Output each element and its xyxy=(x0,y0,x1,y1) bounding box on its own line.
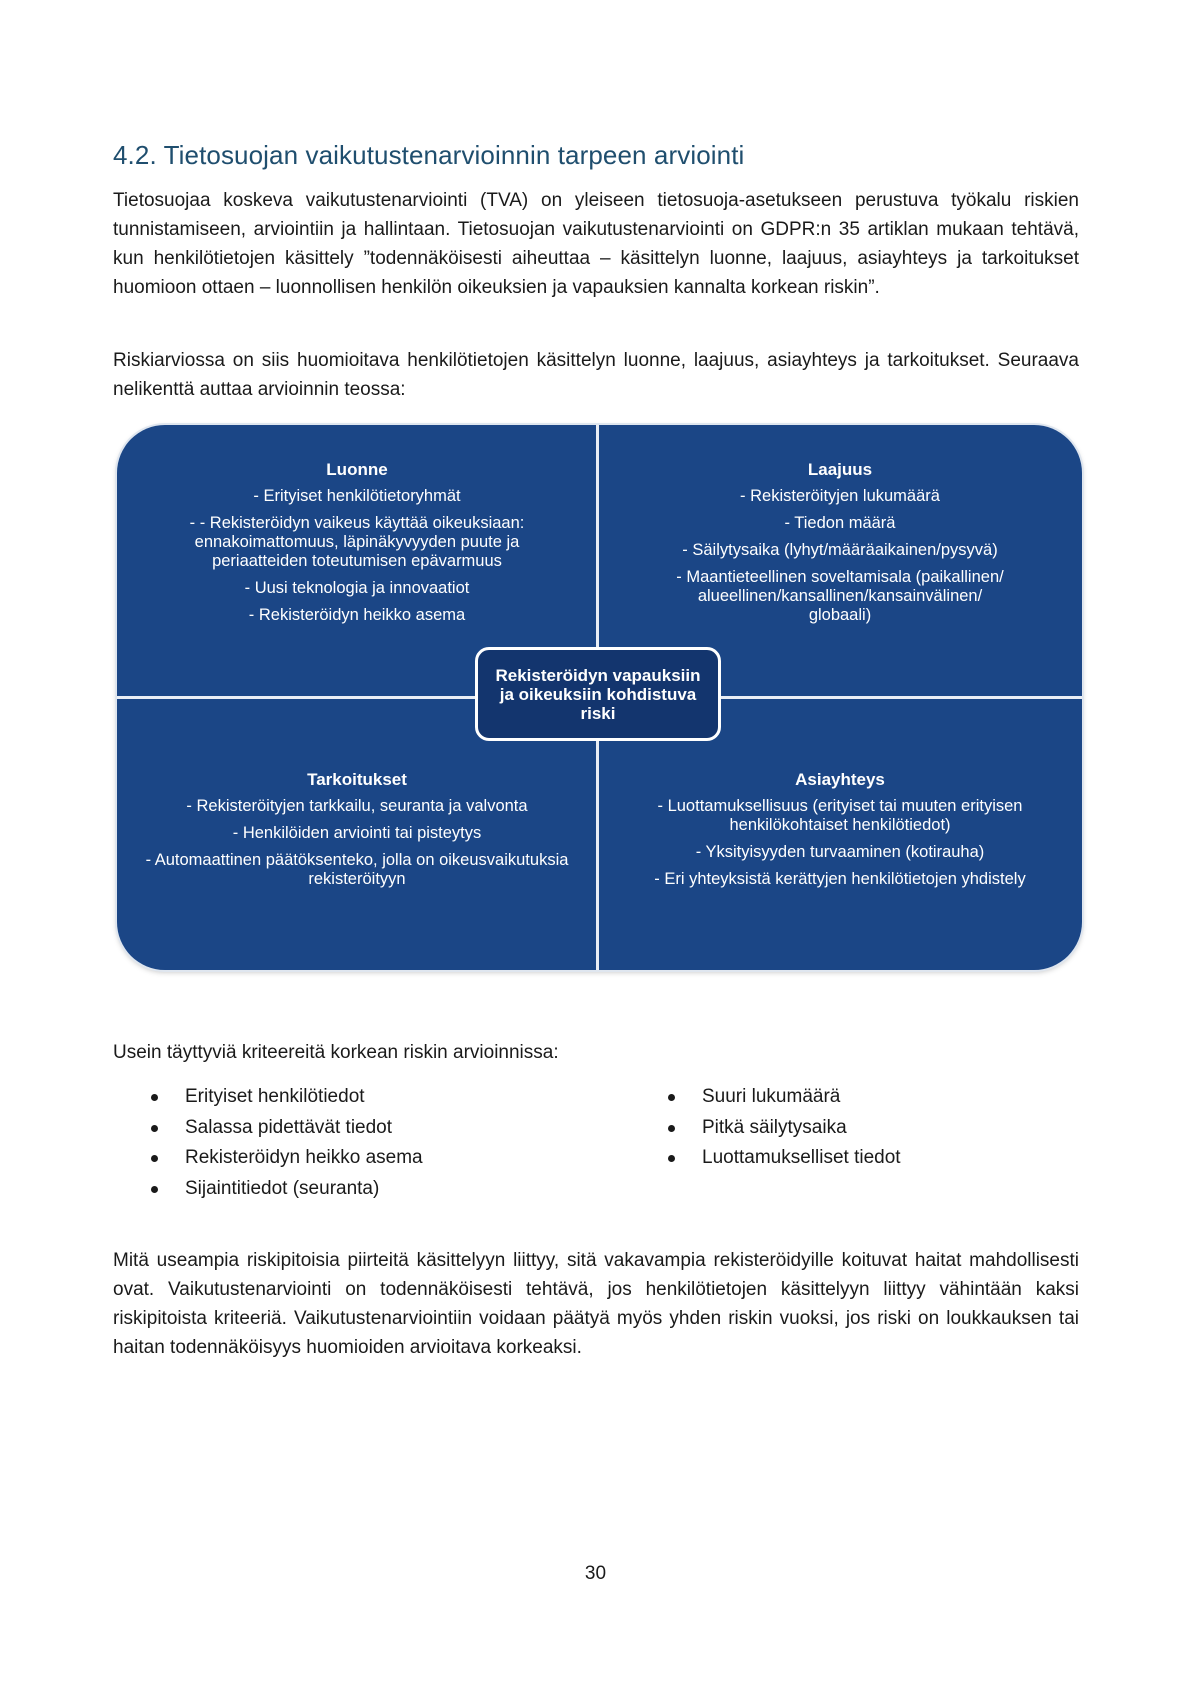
bullet-icon xyxy=(668,1155,675,1162)
list-item: Erityiset henkilötiedot xyxy=(113,1082,613,1113)
closing-paragraph: Mitä useampia riskipitoisia piirteitä käsittelyyn liittyy, sitä vakavampia rekisteröidyille koituvat haitat mahdollisesti ovat. Vaikutustenarviointi on todennäköisesti tehtävä, jos henkilötietojen käsittelyyn liittyy vähintään kaksi riskipitoista kriteeriä. Vaikutustenarviointiin voidaan päätyä myös yhden riskin vuoksi, jos riski on loukkauksen tai haitan todennäköisyys huomioiden arvioitava korkeaksi. xyxy=(113,1250,1079,1358)
bullet-icon xyxy=(151,1155,158,1162)
list-item: Rekisteröidyn heikko asema xyxy=(113,1143,613,1174)
quadrant-item: - Eri yhteyksistä kerättyjen henkilötietojen yhdistely xyxy=(654,870,1026,888)
quadrant-item: - - Rekisteröidyn vaikeus käyttää oikeuksiaan: ennakoimattomuus, läpinäkyvyyden puute ja periaatteiden toteutumisen epävarmuus xyxy=(189,514,525,570)
quadrant-item: - Yksityisyyden turvaaminen (kotirauha) xyxy=(695,843,985,861)
list-item: Luottamukselliset tiedot xyxy=(630,1143,1070,1174)
quadrant-title: Luonne xyxy=(326,460,388,479)
quadrant-laajuus xyxy=(605,460,1075,633)
quadrant-tarkoitukset xyxy=(123,770,591,897)
bullet-icon xyxy=(151,1125,158,1132)
quadrant-item: - Automaattinen päätöksenteko, jolla on oikeusvaikutuksia rekisteröityyn xyxy=(145,851,569,888)
quadrant-item: - Rekisteröityjen lukumäärä xyxy=(740,487,940,505)
quadrant-asiayhteys xyxy=(605,770,1075,897)
list-item: Salassa pidettävät tiedot xyxy=(113,1113,613,1144)
page-number: 30 xyxy=(584,1563,607,1584)
center-risk-box: Rekisteröidyn vapauksiin ja oikeuksiin kohdistuva riski xyxy=(475,647,721,741)
quadrant-title: Laajuus xyxy=(807,460,873,479)
bullet-icon xyxy=(151,1094,158,1101)
criteria-list-left xyxy=(113,1082,613,1204)
criteria-list-right xyxy=(630,1082,1070,1174)
quadrant-luonne xyxy=(123,460,591,633)
section-heading: 4.2. Tietosuojan vaikutustenarvioinnin tarpeen arviointi xyxy=(113,140,745,170)
intro-paragraph: Tietosuojaa koskeva vaikutustenarviointi (TVA) on yleiseen tietosuoja-asetukseen perustuva työkalu riskien tunnistamiseen, arviointiin ja hallintaan. Tietosuojan vaikutustenarviointi on GDPR:n 35 artiklan mukaan tehtävä, kun henkilötietojen käsittely ”todennäköisesti aiheuttaa – käsittelyn luonne, laajuus, asiayhteys ja tarkoitukset huomioon ottaen – luonnollisen henkilön oikeuksien ja vapauksien kannalta korkean riskin”. xyxy=(113,190,1079,298)
quadrant-item: - Säilytysaika (lyhyt/määräaikainen/pysyvä) xyxy=(682,541,998,559)
bullet-icon xyxy=(151,1186,158,1193)
quadrant-item: - Rekisteröidyn heikko asema xyxy=(248,606,466,624)
quadrant-item: - Erityiset henkilötietoryhmät xyxy=(253,487,461,505)
quadrant-title: Tarkoitukset xyxy=(307,770,407,789)
bullet-icon xyxy=(668,1094,675,1101)
quadrant-item: - Tiedon määrä xyxy=(784,514,896,532)
quadrant-item: - Maantieteellinen soveltamisala (paikallinen/ alueellinen/kansallinen/kansainvälinen/ globaali) xyxy=(676,568,1004,624)
list-item: Pitkä säilytysaika xyxy=(630,1113,1070,1144)
risk-assessment-paragraph: Riskiarviossa on siis huomioitava henkilötietojen käsittelyn luonne, laajuus, asiayhteys ja tarkoitukset. Seuraava nelikenttä auttaa arvioinnin teossa: xyxy=(113,350,1079,400)
quadrant-title: Asiayhteys xyxy=(795,770,885,789)
risk-quadrant-diagram xyxy=(117,425,1082,970)
bullet-icon xyxy=(668,1125,675,1132)
list-item: Suuri lukumäärä xyxy=(630,1082,1070,1113)
quadrant-item: - Rekisteröityjen tarkkailu, seuranta ja valvonta xyxy=(186,797,528,815)
quadrant-item: - Henkilöiden arviointi tai pisteytys xyxy=(232,824,482,842)
criteria-intro: Usein täyttyviä kriteereitä korkean riskin arvioinnissa: xyxy=(113,1042,559,1063)
quadrant-item: - Uusi teknologia ja innovaatiot xyxy=(244,579,470,597)
list-item: Sijaintitiedot (seuranta) xyxy=(113,1174,613,1205)
quadrant-item: - Luottamuksellisuus (erityiset tai muuten erityisen henkilökohtaiset henkilötiedot) xyxy=(657,797,1023,834)
